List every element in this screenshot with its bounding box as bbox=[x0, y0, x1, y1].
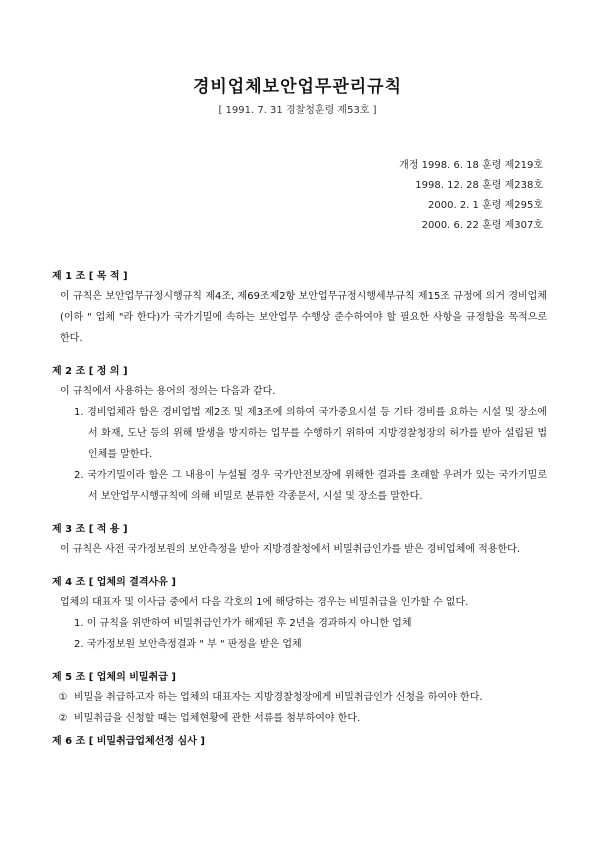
article-1-text: 이 규칙은 보안업무규정시행규칙 제4조, 제69조제2항 보안업무규정시행세부규칙 제15조 규정에 의거 경비업체(이하 " 업체 "라 한다)가 국가기밀에 속하는 보안업무 수행상 준수하여야 할 필요한 사항을 규정함을 목적으로 한다. bbox=[60, 291, 547, 344]
revision-line: 개정 1998. 6. 18 훈령 제219호 bbox=[399, 160, 543, 171]
clause-number: ② bbox=[58, 713, 68, 724]
article-4-item: 1. 이 규칙을 위반하여 비밀취급인가가 해제된 후 2년을 경과하지 아니한 업체 bbox=[74, 618, 412, 629]
article-5-clause bbox=[52, 708, 547, 729]
clause-number: ① bbox=[58, 692, 68, 703]
clause-text: 비밀취급을 신청할 때는 업체현황에 관한 서류를 첨부하여야 한다. bbox=[74, 713, 361, 724]
article-2-text: 이 규칙에서 사용하는 용어의 정의는 다음과 같다. bbox=[60, 386, 276, 397]
clause-text: 비밀을 취급하고자 하는 업체의 대표자는 지방경찰청장에게 비밀취급인가 신청을 하여야 한다. bbox=[74, 692, 483, 703]
article-4-heading: 제 4 조 [ 업체의 결격사유 ] bbox=[52, 577, 176, 588]
revision-history bbox=[283, 156, 543, 236]
article-5-clause bbox=[52, 687, 547, 708]
article-3-text: 이 규칙은 사전 국가정보원의 보안측정을 받아 지방경찰청에서 비밀취급인가를 받은 경비업체에 적용한다. bbox=[60, 544, 521, 555]
article-5-heading: 제 5 조 [ 업체의 비밀취급 ] bbox=[52, 672, 176, 683]
article-6-heading: 제 6 조 [ 비밀취급업체선정 심사 ] bbox=[52, 736, 205, 747]
article-3-heading: 제 3 조 [ 적 용 ] bbox=[52, 524, 128, 535]
document-title: 경비업체보안업무관리규칙 bbox=[192, 77, 403, 97]
article-2-heading: 제 2 조 [ 정 의 ] bbox=[52, 366, 128, 377]
article-2-item: 2. 국가기밀이라 함은 그 내용이 누설될 경우 국가안전보장에 위해한 결과를 초래할 우려가 있는 국가기밀로서 보안업무시행규칙에 의해 비밀로 분류한 각종문서, 시설 및 장소를 말한다. bbox=[74, 470, 547, 502]
revision-line: 2000. 2. 1 훈령 제295호 bbox=[428, 200, 543, 211]
article-4-text: 업체의 대표자 및 이사급 중에서 다음 각호의 1에 해당하는 경우는 비밀취급을 인가할 수 없다. bbox=[60, 597, 469, 608]
article-1-heading: 제 1 조 [ 목 적 ] bbox=[52, 271, 128, 282]
document-subtitle: [ 1991. 7. 31 경찰청훈령 제53호 ] bbox=[218, 105, 377, 116]
revision-line: 2000. 6. 22 훈령 제307호 bbox=[421, 220, 543, 231]
article-2-item: 1. 경비업체라 함은 경비업법 제2조 및 제3조에 의하여 국가중요시설 등 기타 경비를 요하는 시설 및 장소에서 화재, 도난 등의 위해 발생을 방지하는 업무를 수행하기 위하여 지방경찰청장의 허가를 받아 설립된 법인체를 말한다. bbox=[74, 407, 547, 460]
article-4-item: 2. 국가정보원 보안측정결과 " 부 " 판정을 받은 업체 bbox=[74, 639, 302, 650]
revision-line: 1998. 12. 28 훈령 제238호 bbox=[415, 180, 543, 191]
document-body bbox=[52, 268, 547, 751]
